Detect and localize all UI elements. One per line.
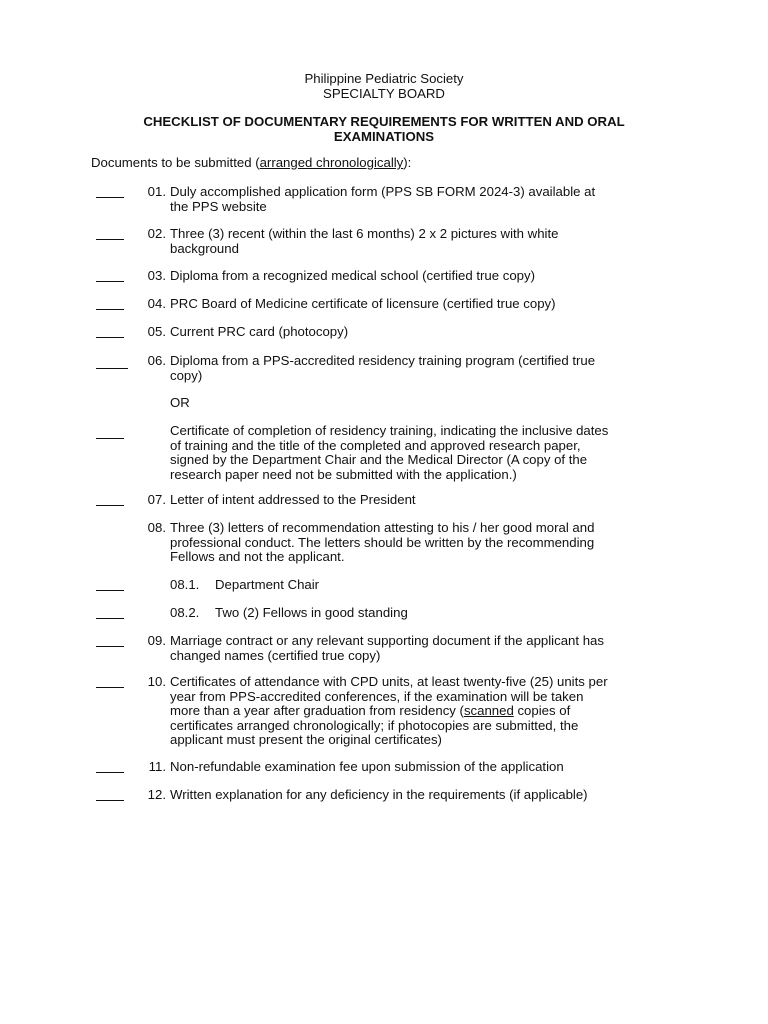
checkbox-blank[interactable]: [96, 772, 124, 773]
checkbox-blank[interactable]: [96, 687, 124, 688]
checkbox-blank[interactable]: [96, 800, 124, 801]
checkbox-blank[interactable]: [96, 646, 124, 647]
or-separator: OR: [170, 395, 190, 410]
checkbox-blank[interactable]: [96, 618, 124, 619]
org-name: Philippine Pediatric Society: [304, 71, 464, 86]
document-page: Philippine Pediatric Society SPECIALTY BOARD CHECKLIST OF DOCUMENTARY REQUIREMENTS FOR WRITTEN AND ORAL EXAMINATIONS Documents to be submitted (arranged chronologically): 01. Duly accomplished application form (PPS SB FORM 2024-3) available at the PPS website 02. Three (3) recent (within the last 6 months) 2 x 2 pictures with white background 03. Diploma from a recognized medical school (certified true copy) 04. PRC Board of Medicine certificate of licensure (certified true copy) 05. Current PRC card (photocopy) 06. Diploma from a PPS-accredited residency training program (certified true copy) OR Certificate of completion of residency training, indicating the inclusive dates of training and the title of the completed and approved research paper, signed by the Department Chair and the Medical Director (A copy of the research paper need not be submitted with the application.) 07. Letter of intent addressed to the President 08. Three (3) letters of recommendation attesting to his / her good moral and professional conduct. The letters should be written by the recommending Fellows and not the applicant. 08.1. Department Chair 08.2. Two (2) Fellows in good standing 09. Marriage contract or any relevant supporting document if the applicant has changed names (certified true copy) 10. Certificates of attendance with CPD units, at least twenty-five (25) units per year from PPS-accredited conferences, if the examination will be taken more than a year after graduation from residency (scanned copies of certificates arranged chronologically; if photocopies are submitted, the applicant must present the original certificates) 11. Non-refundable examination fee upon submission of the application 12. Written explanation for any deficiency in the requirements (if applicable): [0, 0, 768, 1024]
checkbox-blank[interactable]: [96, 197, 124, 198]
checkbox-blank[interactable]: [96, 368, 128, 369]
checkbox-blank[interactable]: [96, 337, 124, 338]
checkbox-blank[interactable]: [96, 590, 124, 591]
checkbox-blank[interactable]: [96, 438, 124, 439]
checkbox-blank[interactable]: [96, 281, 124, 282]
intro-text: Documents to be submitted (arranged chronologically):: [91, 155, 412, 170]
checkbox-blank[interactable]: [96, 239, 124, 240]
page-title: CHECKLIST OF DOCUMENTARY REQUIREMENTS FOR WRITTEN AND ORAL EXAMINATIONS: [143, 114, 625, 144]
checkbox-blank[interactable]: [96, 309, 124, 310]
board-name: SPECIALTY BOARD: [323, 86, 445, 101]
checkbox-blank[interactable]: [96, 505, 124, 506]
